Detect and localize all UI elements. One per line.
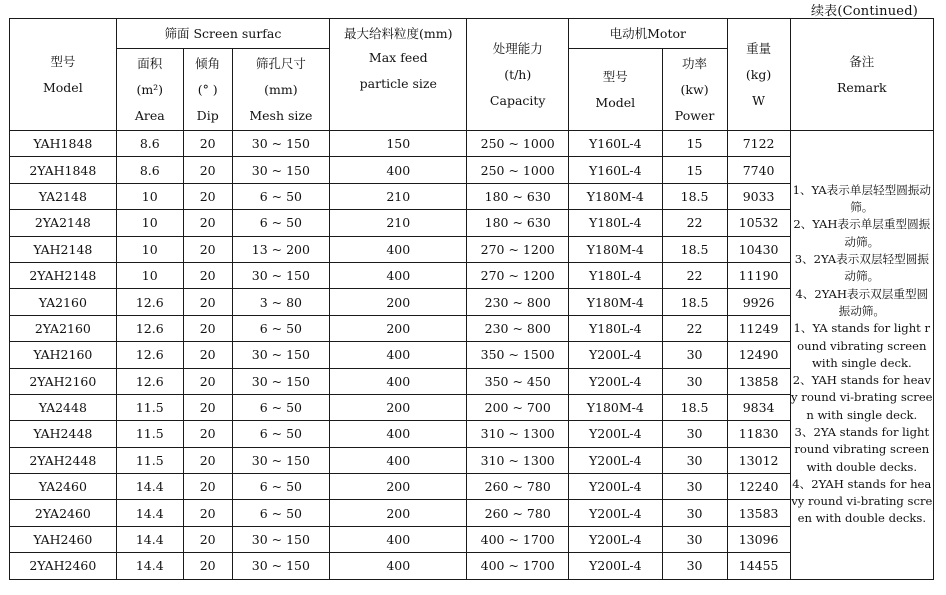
cell-capacity: 400 ~ 1700 <box>467 553 569 579</box>
cell-model: YA2460 <box>10 474 117 500</box>
cell-motor-model: Y200L-4 <box>569 447 663 473</box>
cell-area: 12.6 <box>116 368 183 394</box>
cell-weight: 7740 <box>727 157 790 183</box>
cell-mesh-size: 30 ~ 150 <box>232 342 330 368</box>
cell-model: 2YA2160 <box>10 315 117 341</box>
cell-area: 8.6 <box>116 157 183 183</box>
header-motor: 电动机Motor <box>569 19 728 49</box>
cell-power: 30 <box>662 421 727 447</box>
cell-capacity: 270 ~ 1200 <box>467 236 569 262</box>
cell-area: 11.5 <box>116 447 183 473</box>
remark-item: 3、2YA表示双层轻型圆振动筛。 <box>794 252 929 284</box>
cell-area: 10 <box>116 236 183 262</box>
header-model: 型号 Model <box>10 19 117 131</box>
cell-mesh-size: 30 ~ 150 <box>232 526 330 552</box>
cell-max-feed: 400 <box>330 526 467 552</box>
cell-dip: 20 <box>183 183 232 209</box>
cell-motor-model: Y180M-4 <box>569 289 663 315</box>
cell-motor-model: Y160L-4 <box>569 157 663 183</box>
cell-motor-model: Y180L-4 <box>569 315 663 341</box>
cell-model: YAH1848 <box>10 131 117 157</box>
continued-label: 续表(Continued) <box>810 4 918 19</box>
remark-item: 4、2YAH表示双层重型圆振动筛。 <box>795 286 929 318</box>
remark-item: 1、YA stands for light round vibrating screen with single deck. <box>793 321 931 370</box>
cell-model: YAH2460 <box>10 526 117 552</box>
cell-area: 14.4 <box>116 526 183 552</box>
cell-weight: 10532 <box>727 210 790 236</box>
cell-power: 22 <box>662 315 727 341</box>
cell-max-feed: 200 <box>330 315 467 341</box>
cell-weight: 12240 <box>727 474 790 500</box>
header-capacity: 处理能力 (t/h) Capacity <box>467 19 569 131</box>
cell-weight: 10430 <box>727 236 790 262</box>
cell-dip: 20 <box>183 157 232 183</box>
spec-table <box>9 18 934 580</box>
cell-capacity: 350 ~ 450 <box>467 368 569 394</box>
cell-max-feed: 400 <box>330 262 467 288</box>
cell-dip: 20 <box>183 315 232 341</box>
cell-motor-model: Y200L-4 <box>569 553 663 579</box>
header-weight: 重量 (kg) W <box>727 19 790 131</box>
cell-power: 30 <box>662 474 727 500</box>
cell-motor-model: Y200L-4 <box>569 342 663 368</box>
cell-mesh-size: 6 ~ 50 <box>232 315 330 341</box>
cell-max-feed: 200 <box>330 289 467 315</box>
cell-dip: 20 <box>183 262 232 288</box>
cell-max-feed: 200 <box>330 394 467 420</box>
cell-model: 2YAH2148 <box>10 262 117 288</box>
cell-motor-model: Y200L-4 <box>569 500 663 526</box>
cell-model: YA2448 <box>10 394 117 420</box>
cell-dip: 20 <box>183 553 232 579</box>
cell-area: 11.5 <box>116 394 183 420</box>
cell-dip: 20 <box>183 394 232 420</box>
cell-dip: 20 <box>183 474 232 500</box>
cell-weight: 9033 <box>727 183 790 209</box>
cell-power: 18.5 <box>662 394 727 420</box>
cell-capacity: 270 ~ 1200 <box>467 262 569 288</box>
cell-model: 2YA2148 <box>10 210 117 236</box>
header-power: 功率 (kw) Power <box>662 49 727 131</box>
cell-motor-model: Y200L-4 <box>569 421 663 447</box>
cell-motor-model: Y180M-4 <box>569 183 663 209</box>
cell-area: 8.6 <box>116 131 183 157</box>
cell-mesh-size: 3 ~ 80 <box>232 289 330 315</box>
cell-motor-model: Y180L-4 <box>569 262 663 288</box>
cell-area: 14.4 <box>116 553 183 579</box>
cell-capacity: 310 ~ 1300 <box>467 421 569 447</box>
cell-max-feed: 400 <box>330 553 467 579</box>
cell-weight: 11249 <box>727 315 790 341</box>
cell-model: 2YAH1848 <box>10 157 117 183</box>
cell-area: 14.4 <box>116 474 183 500</box>
cell-dip: 20 <box>183 342 232 368</box>
cell-weight: 13858 <box>727 368 790 394</box>
remark-item: 4、2YAH stands for heavy round vi-brating screen with double decks. <box>791 476 933 526</box>
cell-power: 30 <box>662 342 727 368</box>
cell-capacity: 400 ~ 1700 <box>467 526 569 552</box>
cell-area: 12.6 <box>116 289 183 315</box>
header-area: 面积 (m²) Area <box>116 49 183 131</box>
cell-area: 12.6 <box>116 315 183 341</box>
cell-motor-model: Y200L-4 <box>569 474 663 500</box>
cell-capacity: 260 ~ 780 <box>467 474 569 500</box>
cell-area: 10 <box>116 210 183 236</box>
cell-dip: 20 <box>183 210 232 236</box>
cell-motor-model: Y200L-4 <box>569 526 663 552</box>
cell-capacity: 200 ~ 700 <box>467 394 569 420</box>
cell-dip: 20 <box>183 447 232 473</box>
table-body <box>10 131 934 580</box>
cell-motor-model: Y180M-4 <box>569 394 663 420</box>
cell-weight: 7122 <box>727 131 790 157</box>
cell-dip: 20 <box>183 368 232 394</box>
remark-item: 3、2YA stands for light round vibrating screen with double decks. <box>794 425 930 474</box>
cell-weight: 13012 <box>727 447 790 473</box>
cell-model: 2YAH2448 <box>10 447 117 473</box>
header-max-feed: 最大给料粒度(mm) Max feed particle size <box>330 19 467 131</box>
cell-mesh-size: 30 ~ 150 <box>232 553 330 579</box>
remark-item: 2、YAH stands for heavy round vi-brating screen with single deck. <box>791 373 933 422</box>
cell-mesh-size: 6 ~ 50 <box>232 421 330 447</box>
cell-model: YAH2448 <box>10 421 117 447</box>
cell-mesh-size: 6 ~ 50 <box>232 210 330 236</box>
cell-area: 14.4 <box>116 500 183 526</box>
cell-max-feed: 210 <box>330 210 467 236</box>
cell-capacity: 180 ~ 630 <box>467 183 569 209</box>
cell-power: 15 <box>662 157 727 183</box>
cell-mesh-size: 13 ~ 200 <box>232 236 330 262</box>
cell-weight: 9834 <box>727 394 790 420</box>
cell-capacity: 250 ~ 1000 <box>467 131 569 157</box>
header-screen-surface: 筛面 Screen surfac <box>116 19 329 49</box>
cell-model: YAH2148 <box>10 236 117 262</box>
cell-power: 30 <box>662 553 727 579</box>
remark-item: 1、YA表示单层轻型圆振动筛。 <box>792 182 932 215</box>
cell-motor-model: Y180L-4 <box>569 210 663 236</box>
cell-capacity: 250 ~ 1000 <box>467 157 569 183</box>
cell-mesh-size: 30 ~ 150 <box>232 368 330 394</box>
cell-power: 18.5 <box>662 289 727 315</box>
cell-mesh-size: 30 ~ 150 <box>232 131 330 157</box>
cell-capacity: 260 ~ 780 <box>467 500 569 526</box>
cell-max-feed: 150 <box>330 131 467 157</box>
cell-power: 22 <box>662 262 727 288</box>
cell-power: 15 <box>662 131 727 157</box>
cell-area: 12.6 <box>116 342 183 368</box>
cell-model: YA2148 <box>10 183 117 209</box>
cell-motor-model: Y200L-4 <box>569 368 663 394</box>
cell-model: YAH2160 <box>10 342 117 368</box>
cell-dip: 20 <box>183 289 232 315</box>
cell-dip: 20 <box>183 421 232 447</box>
cell-mesh-size: 30 ~ 150 <box>232 447 330 473</box>
cell-max-feed: 200 <box>330 500 467 526</box>
table-row <box>10 131 934 157</box>
cell-mesh-size: 6 ~ 50 <box>232 474 330 500</box>
cell-max-feed: 400 <box>330 157 467 183</box>
cell-max-feed: 400 <box>330 447 467 473</box>
cell-dip: 20 <box>183 500 232 526</box>
header-remark: 备注 Remark <box>790 19 933 131</box>
cell-weight: 11190 <box>727 262 790 288</box>
cell-max-feed: 400 <box>330 421 467 447</box>
cell-max-feed: 400 <box>330 368 467 394</box>
table-header <box>10 19 934 131</box>
cell-capacity: 310 ~ 1300 <box>467 447 569 473</box>
header-mesh-size: 筛孔尺寸 (mm) Mesh size <box>232 49 330 131</box>
cell-capacity: 180 ~ 630 <box>467 210 569 236</box>
cell-weight: 14455 <box>727 553 790 579</box>
cell-area: 10 <box>116 262 183 288</box>
cell-capacity: 350 ~ 1500 <box>467 342 569 368</box>
cell-weight: 13096 <box>727 526 790 552</box>
cell-power: 30 <box>662 368 727 394</box>
cell-capacity: 230 ~ 800 <box>467 289 569 315</box>
cell-dip: 20 <box>183 131 232 157</box>
cell-mesh-size: 6 ~ 50 <box>232 394 330 420</box>
header-motor-model: 型号 Model <box>569 49 663 131</box>
cell-model: 2YAH2460 <box>10 553 117 579</box>
cell-weight: 9926 <box>727 289 790 315</box>
cell-area: 11.5 <box>116 421 183 447</box>
cell-power: 30 <box>662 526 727 552</box>
cell-area: 10 <box>116 183 183 209</box>
cell-capacity: 230 ~ 800 <box>467 315 569 341</box>
cell-mesh-size: 30 ~ 150 <box>232 157 330 183</box>
cell-max-feed: 400 <box>330 342 467 368</box>
cell-max-feed: 400 <box>330 236 467 262</box>
cell-weight: 12490 <box>727 342 790 368</box>
cell-model: 2YAH2160 <box>10 368 117 394</box>
cell-dip: 20 <box>183 236 232 262</box>
cell-power: 30 <box>662 447 727 473</box>
remark-cell <box>790 131 933 580</box>
cell-mesh-size: 6 ~ 50 <box>232 183 330 209</box>
cell-mesh-size: 6 ~ 50 <box>232 500 330 526</box>
remark-item: 2、YAH表示单层重型圆振动筛。 <box>793 217 931 249</box>
cell-max-feed: 200 <box>330 474 467 500</box>
cell-weight: 11830 <box>727 421 790 447</box>
cell-power: 18.5 <box>662 183 727 209</box>
cell-dip: 20 <box>183 526 232 552</box>
cell-motor-model: Y160L-4 <box>569 131 663 157</box>
cell-weight: 13583 <box>727 500 790 526</box>
header-dip: 倾角 (° ) Dip <box>183 49 232 131</box>
cell-model: 2YA2460 <box>10 500 117 526</box>
cell-model: YA2160 <box>10 289 117 315</box>
cell-motor-model: Y180M-4 <box>569 236 663 262</box>
cell-power: 30 <box>662 500 727 526</box>
cell-power: 22 <box>662 210 727 236</box>
cell-max-feed: 210 <box>330 183 467 209</box>
cell-mesh-size: 30 ~ 150 <box>232 262 330 288</box>
cell-power: 18.5 <box>662 236 727 262</box>
